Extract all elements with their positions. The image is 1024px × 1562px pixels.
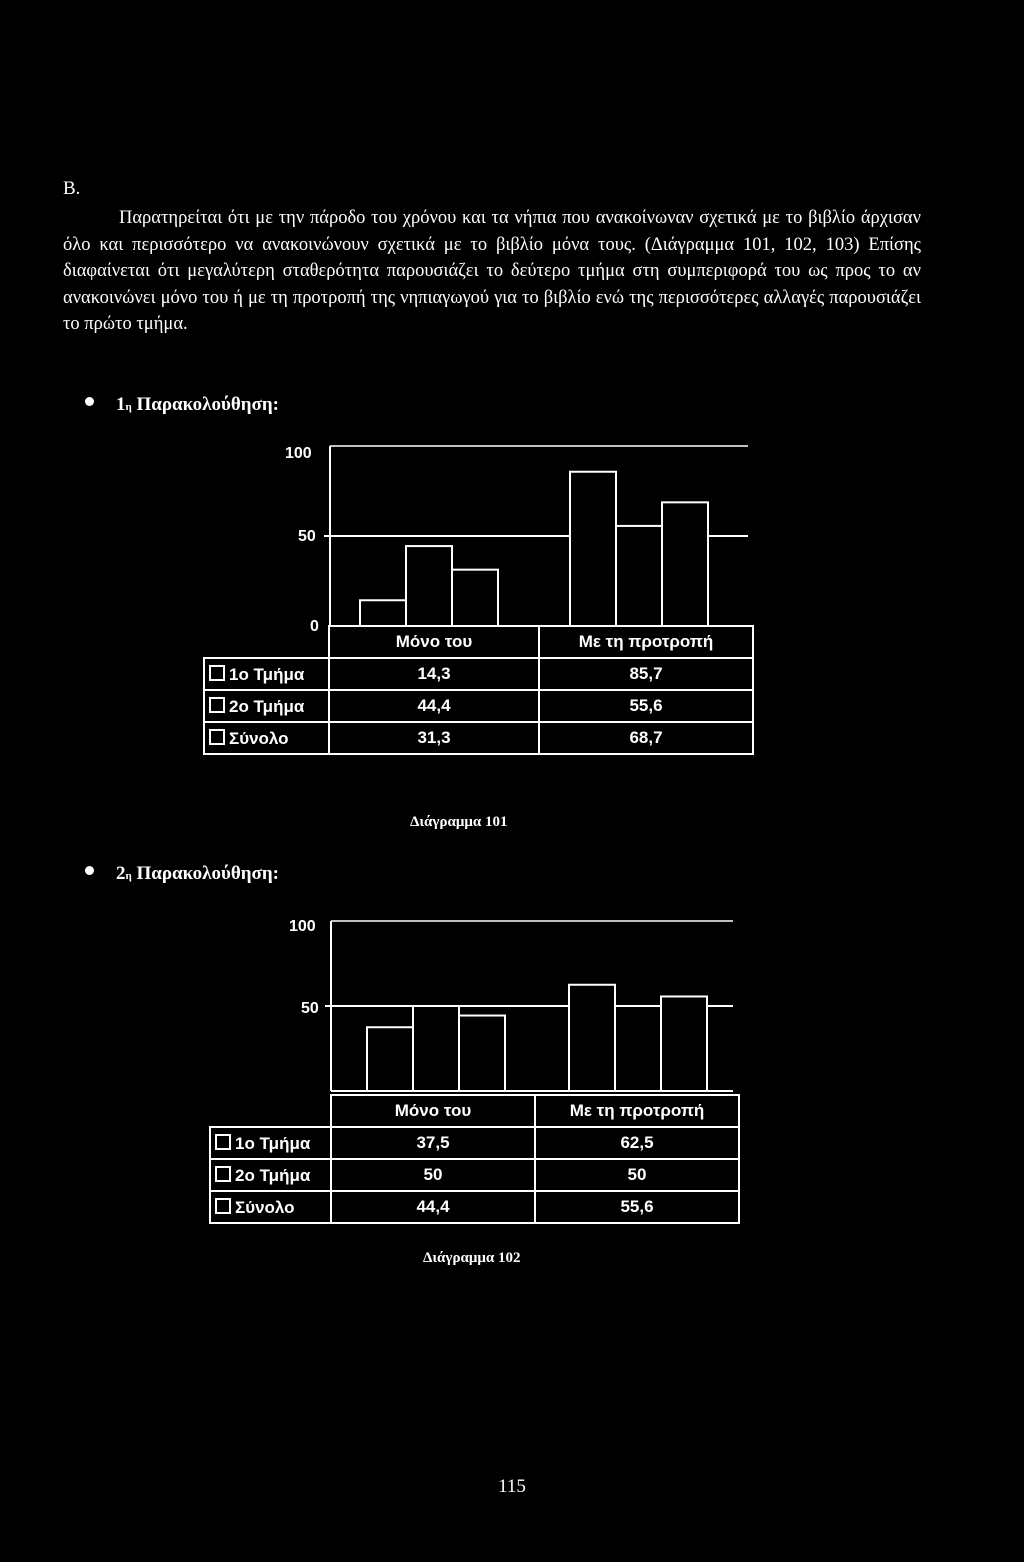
table-row — [210, 1127, 739, 1159]
row-label: 1ο Τμήμα — [204, 658, 329, 690]
col-header-alone: Μόνο του — [331, 1095, 535, 1127]
page-number: 115 — [498, 1476, 526, 1497]
bar-1-cat-2 — [570, 472, 616, 626]
paragraph-text: Παρατηρείται ότι με την πάροδο του χρόνου και τα νήπια που ανακοίνωναν σχετικά με το βιβλίο άρχισαν όλο και περισσότερο να ανακοινώνουν σχετικά με το βιβλίο μόνα τους. (Διάγραμμα 101, 102, 103) Επίσης διαφαίνεται ότι μεγαλύτερη σταθερότητα παρουσιάζει το δεύτερο τμήμα στη συμπεριφορά του ως προς το αν ανακοινώνει μόνο του ή με τη προτροπή της νηπιαγωγού για το βιβλίο ενώ της περισσότερες αλλαγές παρουσιάζει το πρώτο τμήμα. — [63, 208, 921, 334]
bar-3-cat-2 — [662, 502, 708, 626]
table-header-row — [210, 1095, 739, 1127]
legend-square-icon — [209, 697, 225, 713]
legend-square-icon — [215, 1198, 231, 1214]
row-label: 2ο Τμήμα — [210, 1159, 331, 1191]
y-tick-0: 0 — [310, 618, 319, 635]
table-cell: 68,7 — [539, 722, 753, 754]
legend-square-icon — [215, 1166, 231, 1182]
chart-svg — [325, 915, 735, 1095]
bullet-ordinal: η — [125, 870, 132, 882]
chart-svg — [318, 440, 750, 630]
data-table-102 — [209, 1094, 740, 1224]
chart-101 — [318, 440, 750, 630]
chart-caption-101: Διάγραμμα 101 — [410, 814, 508, 830]
row-label: Σύνολο — [204, 722, 329, 754]
bullet-label: Παρακολούθηση: — [136, 863, 280, 884]
table-cell: 50 — [331, 1159, 535, 1191]
table-row — [210, 1159, 739, 1191]
bullet-dot-icon — [85, 397, 94, 406]
y-tick-100: 100 — [289, 918, 316, 935]
bar-1-cat-1 — [360, 600, 406, 626]
bullet-ordinal: η — [125, 401, 132, 413]
table-cell: 55,6 — [539, 690, 753, 722]
y-tick-50: 50 — [301, 1000, 319, 1017]
bullet-dot-icon — [85, 866, 94, 875]
y-tick-100: 100 — [285, 445, 312, 462]
bar-1-cat-2 — [569, 985, 615, 1091]
bullet-label: Παρακολούθηση: — [136, 394, 280, 415]
legend-square-icon — [209, 665, 225, 681]
row-label: Σύνολο — [210, 1191, 331, 1223]
bar-3-cat-2 — [661, 996, 707, 1091]
table-cell: 44,4 — [329, 690, 539, 722]
bar-2-cat-1 — [406, 546, 452, 626]
col-header-prompt: Με τη προτροπή — [539, 626, 753, 658]
bullet-number: 1 — [116, 394, 126, 415]
section-label: B. — [63, 178, 81, 199]
table-header-row — [204, 626, 753, 658]
table-cell: 37,5 — [331, 1127, 535, 1159]
bullet-second-observation — [85, 863, 279, 885]
table-cell: 31,3 — [329, 722, 539, 754]
bar-2-cat-1 — [413, 1006, 459, 1091]
bar-2-cat-2 — [615, 1006, 661, 1091]
table-cell: 44,4 — [331, 1191, 535, 1223]
legend-square-icon — [215, 1134, 231, 1150]
row-label: 1ο Τμήμα — [210, 1127, 331, 1159]
table-cell: 55,6 — [535, 1191, 739, 1223]
table-cell: 62,5 — [535, 1127, 739, 1159]
row-label: 2ο Τμήμα — [204, 690, 329, 722]
col-header-alone: Μόνο του — [329, 626, 539, 658]
body-paragraph — [63, 205, 921, 338]
chart-102 — [325, 915, 735, 1095]
chart-caption-102: Διάγραμμα 102 — [423, 1250, 521, 1266]
col-header-prompt: Με τη προτροπή — [535, 1095, 739, 1127]
table-cell: 85,7 — [539, 658, 753, 690]
bar-1-cat-1 — [367, 1027, 413, 1091]
y-tick-50: 50 — [298, 528, 316, 545]
bar-2-cat-2 — [616, 526, 662, 626]
table-row — [204, 658, 753, 690]
legend-square-icon — [209, 729, 225, 745]
table-cell: 14,3 — [329, 658, 539, 690]
table-cell: 50 — [535, 1159, 739, 1191]
table-row — [204, 690, 753, 722]
bar-3-cat-1 — [459, 1016, 505, 1091]
bar-3-cat-1 — [452, 570, 498, 626]
bullet-number: 2 — [116, 863, 126, 884]
table-row — [210, 1191, 739, 1223]
data-table-101 — [203, 625, 754, 755]
table-row — [204, 722, 753, 754]
bullet-first-observation — [85, 394, 279, 416]
